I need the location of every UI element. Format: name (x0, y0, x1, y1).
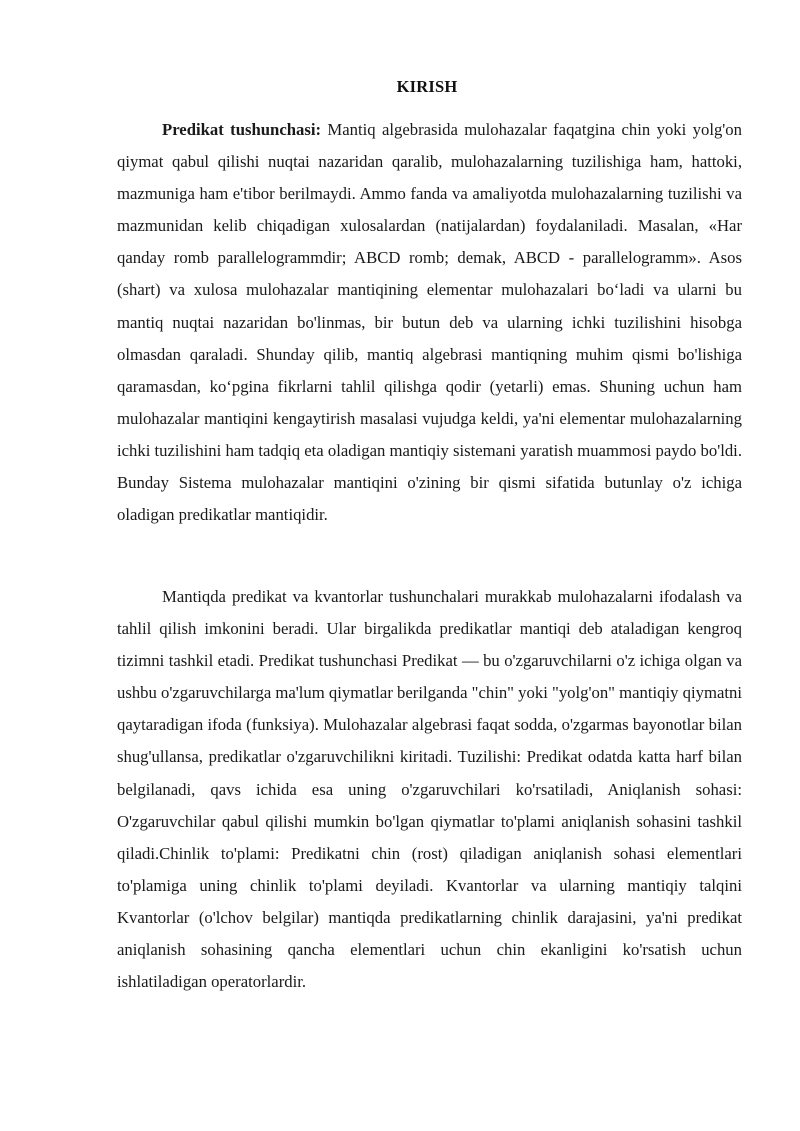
paragraph-predicates-and-quantifiers: Mantiqda predikat va kvantorlar tushunchalari murakkab mulohazalarni ifodalash va tahlil qilish imkonini beradi. Ular birgalikda predikatlar mantiqi deb ataladigan kengroq tizimni tashkil etadi. Predikat tushunchasi Predikat — bu o'zgaruvchilarni o'z ichiga olgan va ushbu o'zgaruvchilarga ma'lum qiymatlar berilganda "chin" yoki "yolg'on" mantiqiy qiymatni qaytaradigan ifoda (funksiya). Mulohazalar algebrasi faqat sodda, o'zgarmas bayonotlar bilan shug'ullansa, predikatlar o'zgaruvchilikni kiritadi. Tuzilishi: Predikat odatda katta harf bilan belgilanadi, qavs ichida esa uning o'zgaruvchilari ko'rsatiladi, Aniqlanish sohasi: O'zgaruvchilar qabul qilishi mumkin bo'lgan qiymatlar to'plami aniqlanish sohasini tashkil qiladi.Chinlik to'plami: Predikatni chin (rost) qiladigan aniqlanish sohasi elementlari to'plamiga uning chinlik to'plami deyiladi. Kvantorlar va ularning mantiqiy talqini Kvantorlar (o'lchov belgilar) mantiqda predikatlarning chinlik darajasini, ya'ni predikat aniqlanish sohasining qancha elementlari uchun chin ekanligini ko'rsatish uchun ishlatiladigan operatorlardir. (117, 587, 742, 992)
document-title: KIRISH (396, 77, 458, 96)
paragraph-predicate-concept (117, 114, 742, 531)
paragraph-lead-term: Predikat tushunchasi: (162, 120, 322, 139)
paragraph-body-text: Mantiq algebrasida mulohazalar faqatgina chin yoki yolg'on qiymat qabul qilishi nuqtai nazaridan qaralib, mulohazalarning tuzilishiga ham, hattoki, mazmuniga ham e'tibor berilmaydi. Ammo fanda va amaliyotda mulohazalarning tuzilishi va mazmunidan kelib chiqadigan xulosalardan (natijalardan) foydalaniladi. Masalan, «Har qanday romb parallelogrammdir; ABCD romb; demak, ABCD - parallelogramm». Asos (shart) va xulosa mulohazalar mantiqining elementar mulohazalari bo‘ladi va ularni bu mantiq nuqtai nazaridan bo'linmas, bir butun deb va ularning ichki tuzilishini hisobga olmasdan qaraladi. Shunday qilib, mantiq algebrasi mantiqning muhim qismi bo'lishiga qaramasdan, ko‘pgina fikrlarni tahlil qilishga qodir (yetarli) emas. Shuning uchun ham mulohazalar mantiqini kengaytirish masalasi vujudga keldi, ya'ni elementar mulohazalarning ichki tuzilishini ham tadqiq eta oladigan mantiqiy sistemani yaratish muammosi paydo bo'ldi. Bunday Sistema mulohazalar mantiqini o'zining bir qismi sifatida butunlay o'z ichiga oladigan predikatlar mantiqidir. (117, 120, 742, 525)
